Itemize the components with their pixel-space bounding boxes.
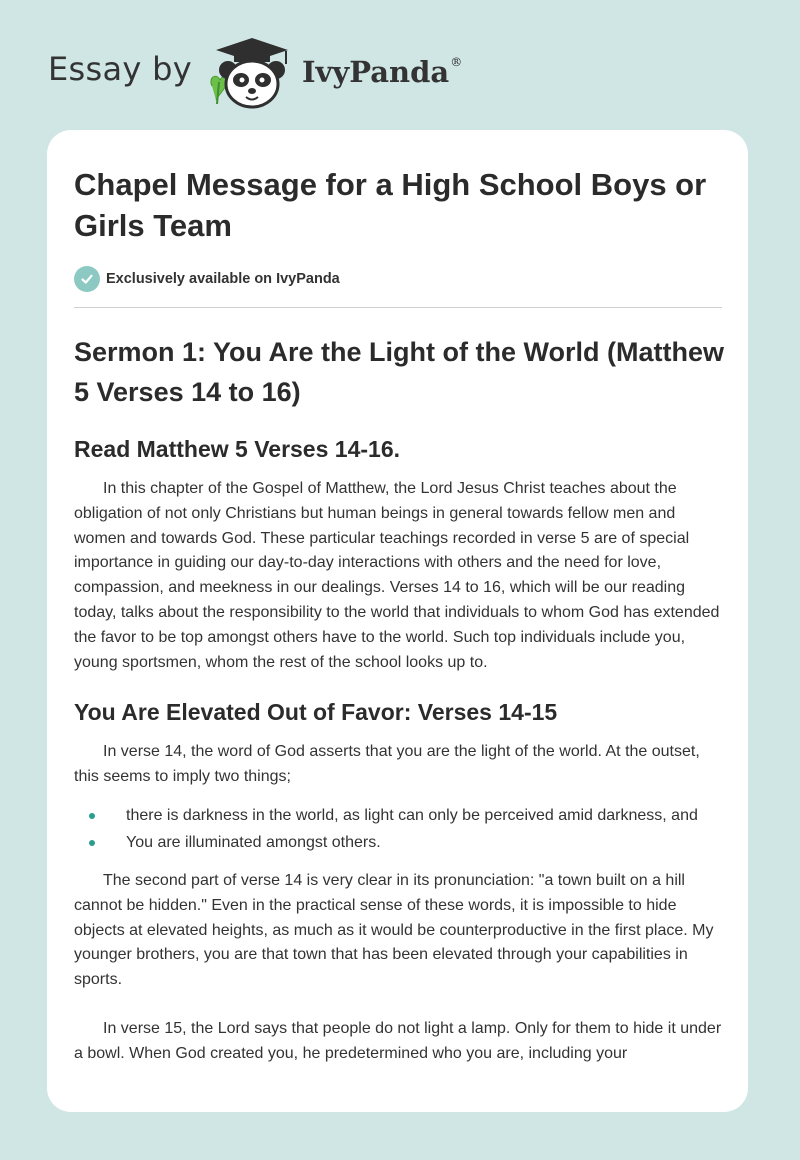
exclusive-badge (74, 266, 724, 292)
paragraph-2: In verse 14, the word of God asserts that you are the light of the world. At the outset, this seems to imply two things; (74, 743, 700, 786)
divider (74, 307, 722, 308)
list-item-text: there is darkness in the world, as light can only be perceived amid darkness, and (126, 806, 698, 824)
panda-logo-icon (206, 34, 298, 110)
exclusive-label: Exclusively available on IvyPanda (106, 271, 340, 287)
brand-name-text: IvyPanda (301, 55, 450, 89)
essay-content (74, 130, 724, 1067)
essay-title: Chapel Message for a High School Boys or Girls Team (74, 167, 707, 243)
read-heading: Read Matthew 5 Verses 14-16. (74, 436, 400, 462)
sermon-heading: Sermon 1: You Are the Light of the World (Matthew 5 Verses 14 to 16) (74, 337, 725, 407)
brand-name (302, 55, 462, 89)
bullet-list (74, 802, 724, 857)
list-item (74, 829, 724, 857)
list-item (74, 802, 724, 830)
registered-mark: ® (450, 55, 463, 69)
bullet-dot-icon (89, 813, 95, 819)
check-circle-icon (74, 266, 100, 292)
essay-card (47, 130, 748, 1112)
paragraph-3: The second part of verse 14 is very clear in its pronunciation: "a town built on a hill cannot be hidden." Even in the practical sense of these words, it is impossible to hide objects at elevated heights, as much as it would be counterproductive in the first place. My younger brothers, you are that town that has been elevated through your capabilities in sports. (74, 871, 714, 989)
bullet-dot-icon (89, 840, 95, 846)
paragraph-4: In verse 15, the Lord says that people do not light a lamp. Only for them to hide it under a bowl. When God created you, he predetermined who you are, including your (74, 1019, 722, 1062)
brand-header[interactable] (48, 34, 462, 110)
list-item-text: You are illuminated amongst others. (126, 834, 381, 852)
paragraph-1: In this chapter of the Gospel of Matthew, the Lord Jesus Christ teaches about the obligation of not only Christians but human beings in general towards fellow men and women and towards God. These particular teachings recorded in verse 5 are of special importance in guiding our day-to-day interactions with others and the need for love, compassion, and meekness in our dealings. Verses 14 to 16, which will be our reading today, talks about the responsibility to the world that individuals to whom God has extended the favor to be top amongst others have to the world. Such top individuals include you, young sportsmen, whom the rest of the school looks up to. (74, 480, 720, 671)
brand-prefix: Essay by (48, 50, 192, 88)
elevated-heading: You Are Elevated Out of Favor: Verses 14-15 (74, 699, 558, 726)
